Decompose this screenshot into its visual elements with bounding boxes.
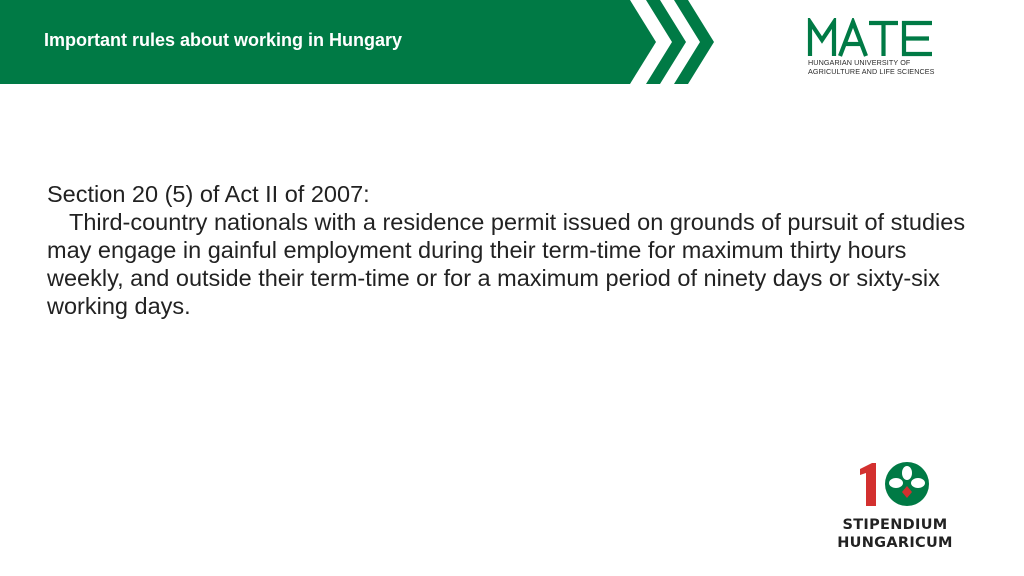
university-name bbox=[808, 58, 948, 76]
page-title: Important rules about working in Hungary bbox=[44, 30, 403, 50]
main-content bbox=[47, 180, 977, 320]
stipendium-10-icon bbox=[852, 460, 932, 510]
stipendium-hungaricum-name bbox=[828, 516, 962, 552]
section-heading: Section 20 (5) of Act II of 2007: bbox=[47, 181, 370, 207]
stipendium-name-line2: HUNGARICUM bbox=[837, 535, 953, 551]
stipendium-hungaricum-logo bbox=[828, 460, 962, 556]
university-name-line2: AGRICULTURE AND LIFE SCIENCES bbox=[808, 67, 935, 76]
section-body: Third-country nationals with a residence permit issued on grounds of pursuit of studies may engage in gainful employment during their term-time for maximum thirty hours weekly, and outside their term-time or for a maximum period of ninety days or sixty-six working days. bbox=[47, 209, 966, 319]
mate-wordmark-icon bbox=[806, 18, 936, 58]
university-logo bbox=[806, 18, 942, 80]
university-name-line1: HUNGARIAN UNIVERSITY OF bbox=[808, 58, 911, 67]
stipendium-name-line1: STIPENDIUM bbox=[842, 517, 948, 533]
